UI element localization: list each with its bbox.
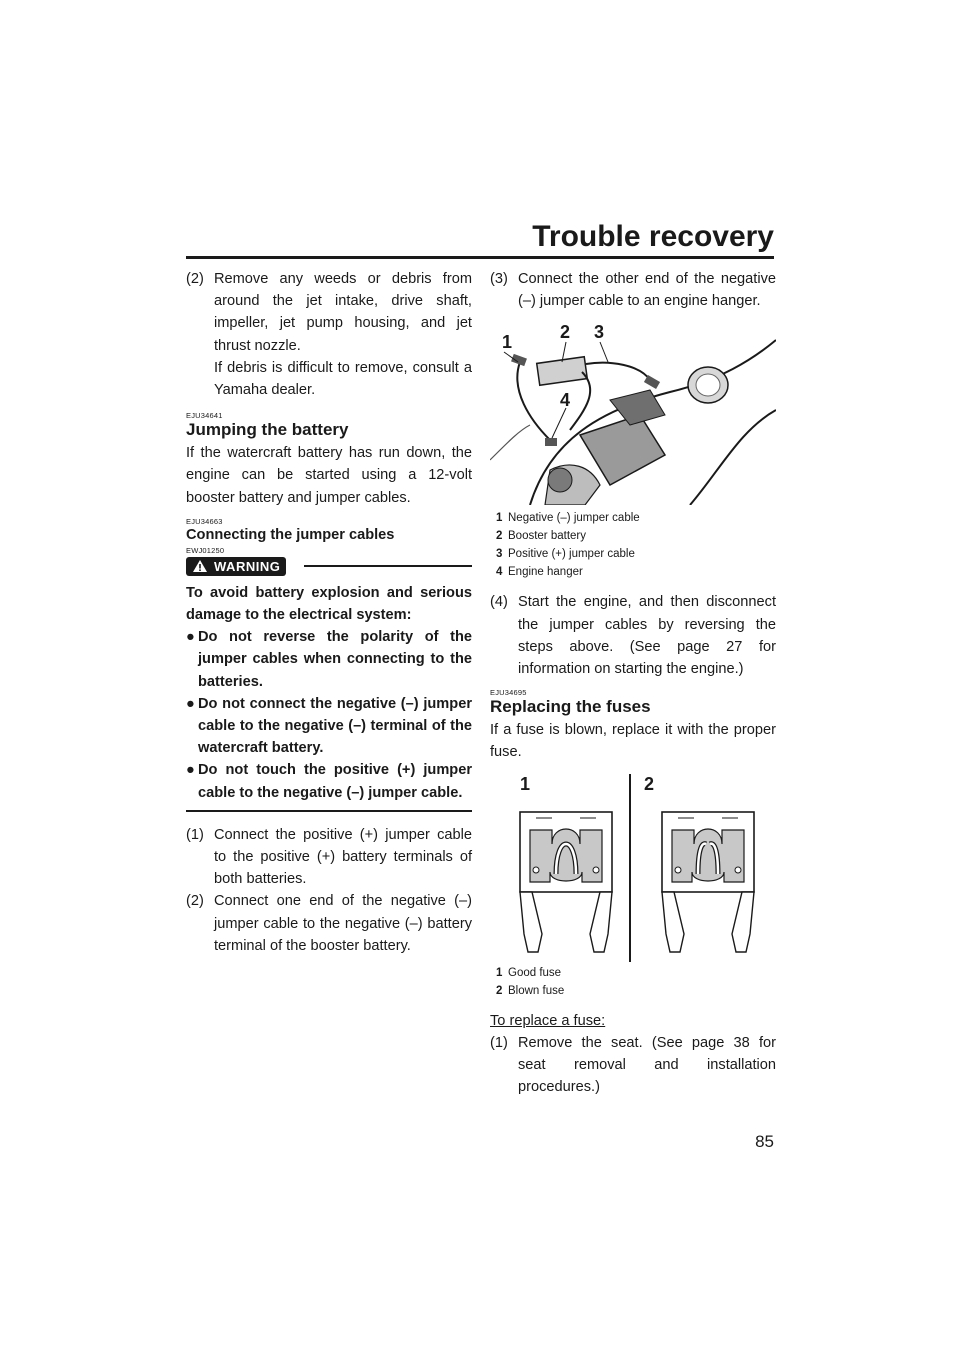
page-number: 85 [755,1132,774,1151]
callout-2: 2 [560,322,571,343]
callout-4: 4 [560,390,571,411]
bullet-dot: ● [186,629,195,646]
callout-3: 3 [594,322,605,343]
warning-triangle-icon [192,559,208,573]
warning-code: EWJ01250 [186,545,225,555]
warning-bullet [186,759,472,803]
section-code: EJU34641 [186,411,223,421]
step-2-debris [186,268,472,357]
step-number: (2) [186,271,204,287]
fuse-figure [490,774,776,962]
heading-replacing-fuses: Replacing the fuses [490,697,651,717]
legend-item: 3 Positive (+) jumper cable [496,548,635,561]
paragraph-fuses: If a fuse is blown, replace it with the proper fuse. [490,722,776,761]
warning-header [186,557,472,576]
legend-item: 2 Blown fuse [496,984,565,997]
bullet-text: Do not connect the negative (–) jumper cable to the negative (–) terminal of the watercraft battery. [198,695,472,757]
legend-item: 2 Booster battery [496,530,586,543]
section-code: EJU34695 [490,688,527,698]
figure-2-legend [490,964,776,1000]
step-4-start-engine [490,591,776,680]
step-number: (1) [186,826,204,843]
section-code: EJU34663 [186,516,223,526]
bullet-text: Do not touch the positive (+) jumper cable to the negative (–) jumper cable. [198,762,472,801]
step-2-connect-negative [186,890,472,957]
warning-rule [304,565,472,567]
heading-jumping-battery: Jumping the battery [186,420,349,440]
bullet-dot: ● [186,762,195,779]
step-text: Start the engine, and then disconnect the jumper cables by reversing the steps above. (See page 27 for information on starting the engine.) [518,594,776,678]
step-text: Connect the other end of the negative (–) jumper cable to an engine hanger. [518,271,776,310]
step-text: Remove any weeds or debris from around the jet intake, drive shaft, impeller, jet pump housing, and jet thrust nozzle. [214,271,472,354]
step-number: (4) [490,594,508,611]
subheading-to-replace: To replace a fuse: [490,1012,606,1029]
step-text: Remove the seat. (See page 38 for seat removal and installation procedures.) [518,1034,776,1096]
step-2-note: If debris is difficult to remove, consult a Yamaha dealer. [214,359,472,399]
callout-blown-fuse: 2 [644,773,655,794]
step-number: (1) [490,1034,508,1051]
warning-bullet [186,693,472,760]
warning-body [186,576,472,812]
step-remove-seat [490,1032,776,1099]
step-text: Connect one end of the negative (–) jumper cable to the negative (–) battery terminal of the booster battery. [214,893,472,954]
legend-item: 1 Negative (–) jumper cable [496,512,640,525]
step-3-engine-hanger [490,268,776,312]
step-number: (3) [490,271,508,287]
bullet-dot: ● [186,695,195,712]
warning-bullet [186,626,472,693]
paragraph-jumping: If the watercraft battery has run down, the engine can be started using a 12-volt booster battery and jumper cables. [186,445,472,506]
figure-1-legend [490,509,776,581]
page-header [186,218,774,259]
left-column [186,268,472,957]
step-text: Connect the positive (+) jumper cable to the positive (+) battery terminals of both batteries. [214,826,472,888]
right-column [490,268,776,1098]
heading-connecting-cables: Connecting the jumper cables [186,526,395,543]
callout-good-fuse: 1 [520,773,531,794]
step-1-connect-positive [186,824,472,891]
callout-1: 1 [502,332,513,353]
engine-bay-illustration [490,320,776,505]
step-number: (2) [186,893,204,910]
legend-item: 1 Good fuse [496,966,562,979]
warning-intro: To avoid battery explosion and serious damage to the electrical system: [186,584,472,624]
legend-item: 4 Engine hanger [496,566,583,579]
jumper-cable-figure [490,320,776,505]
fuse-illustration [490,774,776,962]
page-title: Trouble recovery [532,220,774,253]
bullet-text: Do not reverse the polarity of the jumper cables when connecting to the batteries. [198,629,472,690]
warning-label: WARNING [214,558,281,574]
warning-badge [186,557,286,576]
